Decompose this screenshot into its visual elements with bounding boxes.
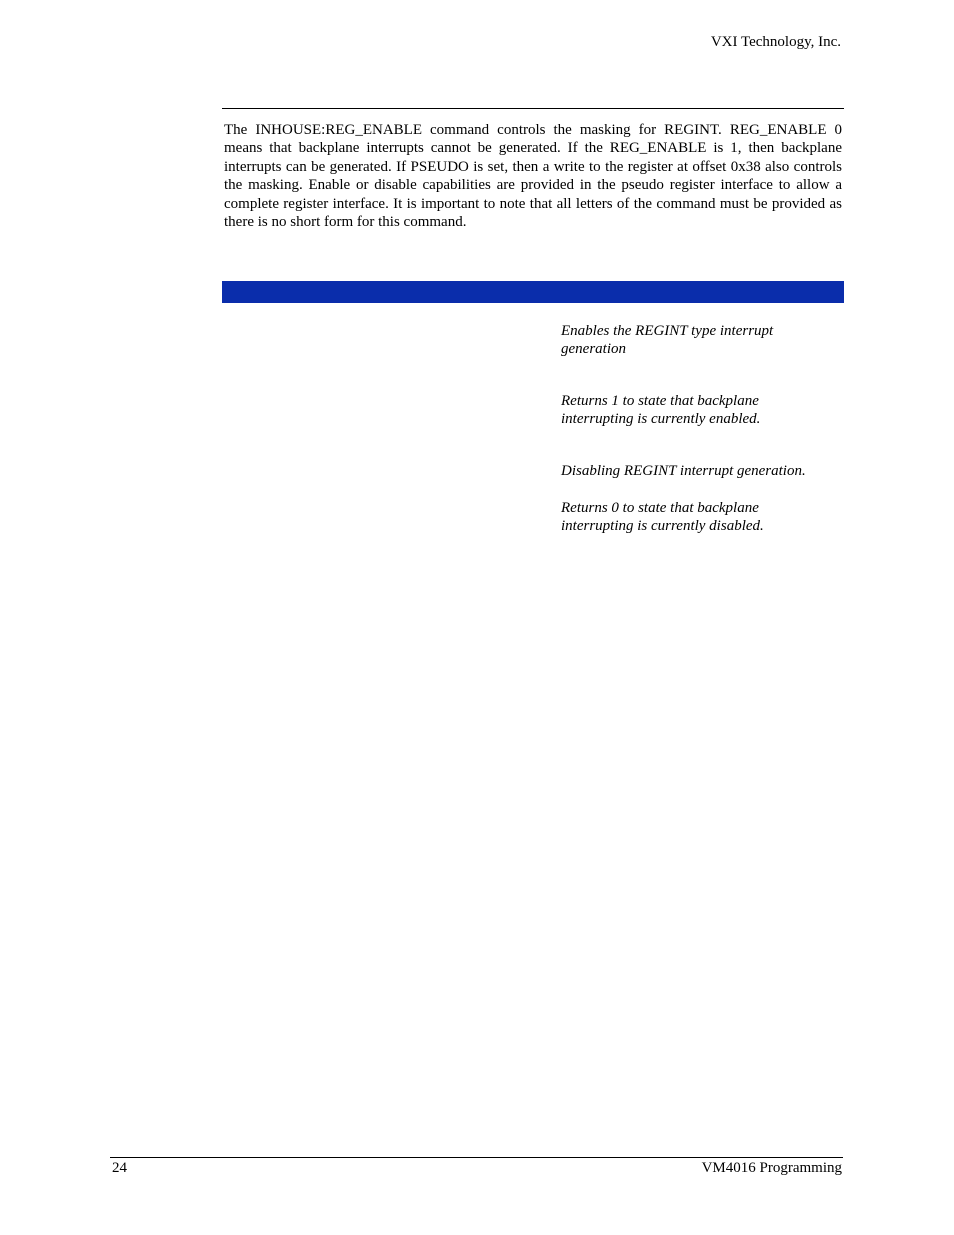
example-row-description: Returns 0 to state that backplane interrupting is currently disabled. [561,500,764,534]
header-company-name: VXI Technology, Inc. [710,34,841,50]
example-row-description: Returns 1 to state that backplane interrupting is currently enabled. [561,393,761,427]
example-table-header-bar [222,281,844,303]
example-row-description: Disabling REGINT interrupt generation. [561,463,806,479]
footer-rule [110,1157,843,1158]
example-row-description: Enables the REGINT type interrupt generation [561,323,774,357]
page-number: 24 [112,1160,127,1176]
command-description: The INHOUSE:REG_ENABLE command controls the masking for REGINT. REG_ENABLE 0 means that backplane interrupts cannot be generated. If the REG_ENABLE is 1, then backplane interrupts can be generated. If PSEUDO is set, then a write to the register at offset 0x38 also controls the masking. Enable or disable capabilities are provided in the pseudo register interface to allow a complete register interface. It is important to note that all letters of the command must be provided as there is no short form for this command. [224,122,842,231]
section-top-rule [222,108,844,109]
footer-document-title: VM4016 Programming [701,1160,842,1176]
